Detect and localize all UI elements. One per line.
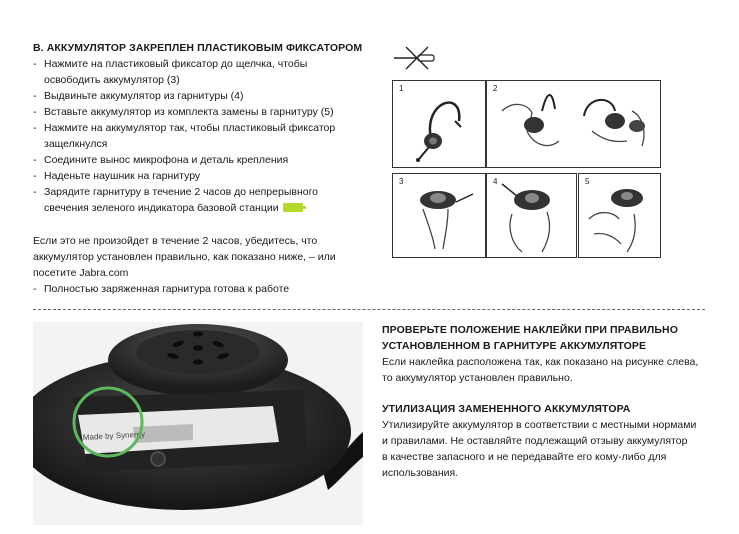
green-led-icon <box>283 203 303 212</box>
disposal-section-text <box>382 417 696 481</box>
step-7-text: Зарядите гарнитуру в течение 2 часов до непрерывного свечения зеленого индикатора базовой станции <box>44 186 319 214</box>
panel-number: 3 <box>399 177 404 186</box>
list-item: - Зарядите гарнитуру в течение 2 часов до непрерывного свечения зеленого индикатора базовой станции <box>33 186 319 214</box>
list-item: - Вставьте аккумулятор из комплекта замены в гарнитуру (5) <box>33 104 363 120</box>
remove-earpiece-illustration <box>487 81 660 167</box>
figure-panel-2 <box>486 80 661 168</box>
disposal-line-4: использования. <box>382 467 459 479</box>
disposal-section-title: УТИЛИЗАЦИЯ ЗАМЕНЕННОГО АККУМУЛЯТОРА <box>382 403 631 415</box>
battery-label-text: Made by Synergy <box>82 429 146 442</box>
step-2-text: Выдвиньте аккумулятор из гарнитуры (4) <box>44 90 244 102</box>
slide-battery-out-illustration <box>487 174 576 257</box>
note-paragraph: Если это не произойдет в течение 2 часов, убедитесь, что аккумулятор установлен правильно, как показано ниже, – или посетите Jabra.com <box>33 235 336 279</box>
disposal-line-1: Утилизируйте аккумулятор в соответствии с местными нормами <box>382 419 697 431</box>
step-1-text: Нажмите на пластиковый фиксатор до щелчка, чтобы освободить аккумулятор (3) <box>44 58 308 86</box>
final-step: - Полностью заряженная гарнитура готова к работе <box>33 281 363 297</box>
dashed-divider <box>33 309 705 310</box>
check-text-line-1: Если наклейка расположена так, как показано на рисунке слева, <box>382 356 699 368</box>
figure-panel-3 <box>392 173 486 258</box>
figure-panel-1 <box>392 80 486 168</box>
list-item: - Нажмите на аккумулятор так, чтобы пластиковый фиксатор защелкнулся <box>33 120 363 152</box>
section-b-title: B. АККУМУЛЯТОР ЗАКРЕПЛЕН ПЛАСТИКОВЫМ ФИКСАТОРОМ <box>33 42 363 54</box>
panel-number: 4 <box>493 177 498 186</box>
headset-illustration <box>393 81 485 167</box>
disposal-line-2: и правилами. Не оставляйте подлежащий отзыву аккумулятор <box>382 435 688 447</box>
panel-number: 1 <box>399 84 404 93</box>
press-latch-illustration <box>393 174 485 257</box>
check-title-line-2: УСТАНОВЛЕННОМ В ГАРНИТУРЕ АККУМУЛЯТОРЕ <box>382 340 647 352</box>
check-text-line-2: то аккумулятор установлен правильно. <box>382 372 573 384</box>
panel-number: 5 <box>585 177 590 186</box>
panel-number: 2 <box>493 84 498 93</box>
check-section-title <box>382 322 678 354</box>
headset-battery-photo <box>33 322 363 525</box>
step-6-text: Наденьте наушник на гарнитуру <box>44 170 201 182</box>
check-title-line-1: ПРОВЕРЬТЕ ПОЛОЖЕНИЕ НАКЛЕЙКИ ПРИ ПРАВИЛЬНО <box>382 324 678 336</box>
no-screwdriver-icon <box>392 45 438 71</box>
list-item: - Выдвиньте аккумулятор из гарнитуры (4) <box>33 88 363 104</box>
step-5-text: Соедините вынос микрофона и деталь крепления <box>44 154 289 166</box>
battery-photo <box>33 322 363 525</box>
list-item: - Соедините вынос микрофона и деталь крепления <box>33 152 363 168</box>
list-item: - Наденьте наушник на гарнитуру <box>33 168 363 184</box>
figure-panel-5 <box>578 173 661 258</box>
disposal-line-3: в качестве запасного и не передавайте его кому-либо для <box>382 451 667 463</box>
figure-panel-4 <box>486 173 577 258</box>
final-step-text: Полностью заряженная гарнитура готова к работе <box>44 283 290 295</box>
step-3-text: Вставьте аккумулятор из комплекта замены в гарнитуру (5) <box>44 106 334 118</box>
section-b-steps <box>33 56 363 216</box>
list-item: - Нажмите на пластиковый фиксатор до щелчка, чтобы освободить аккумулятор (3) <box>33 56 363 88</box>
insert-battery-illustration <box>579 174 660 257</box>
check-section-text <box>382 354 698 386</box>
step-4-text: Нажмите на аккумулятор так, чтобы пластиковый фиксатор защелкнулся <box>44 122 336 150</box>
